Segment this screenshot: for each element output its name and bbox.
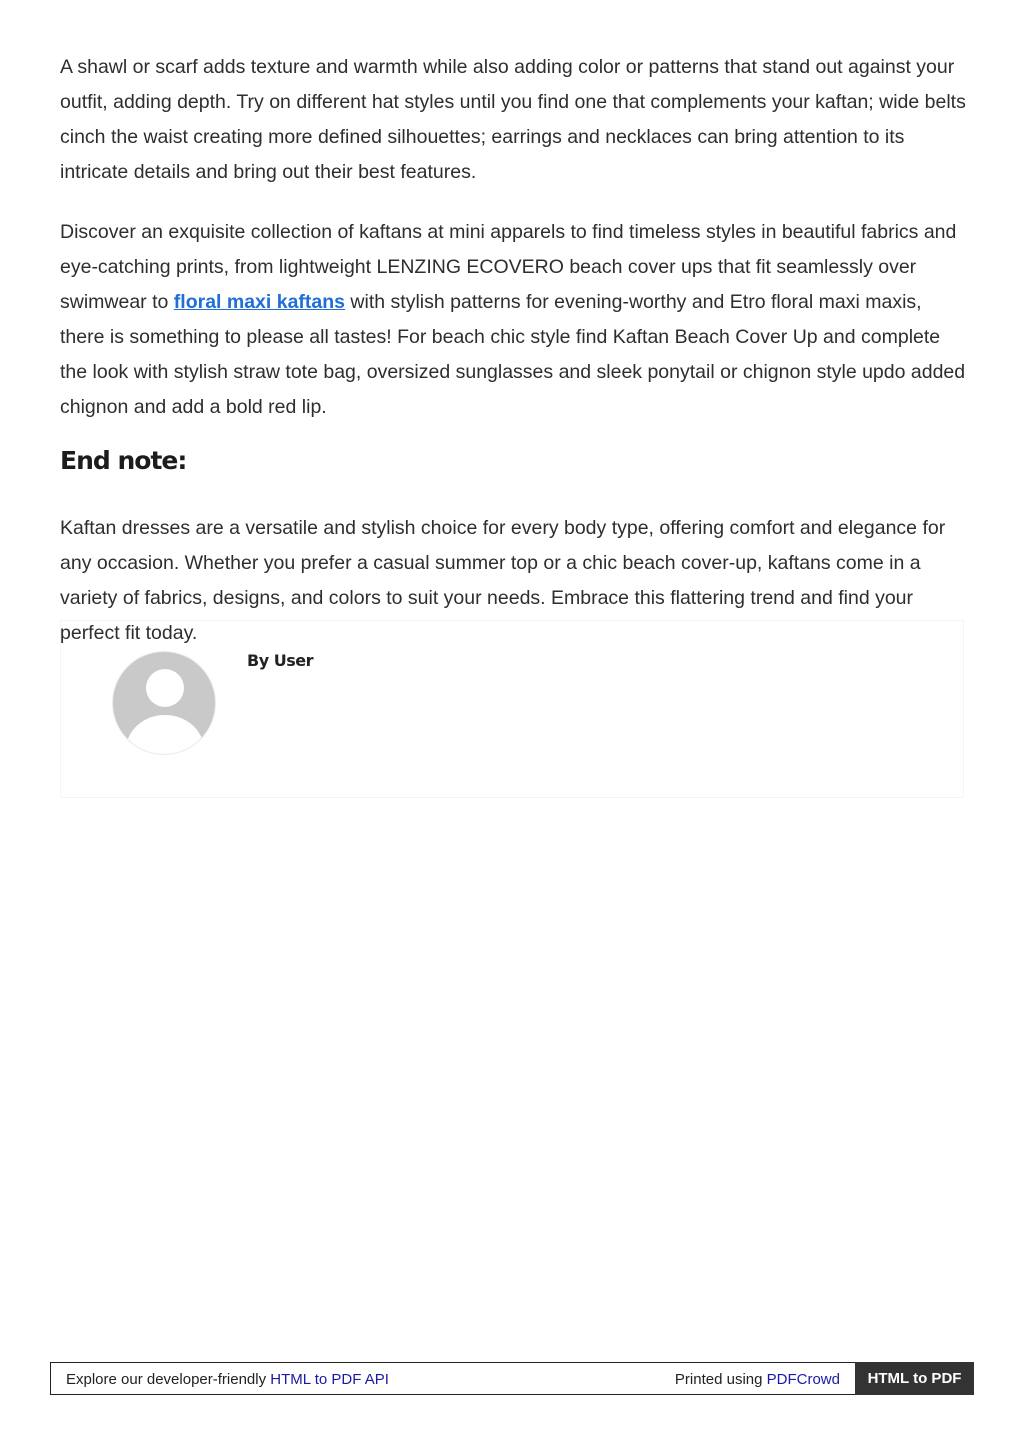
footer-left (66, 1371, 389, 1388)
paragraph-accessories: A shawl or scarf adds texture and warmth while also adding color or patterns that stand out against your outfit, adding depth. Try on different hat styles until you find one that complements your kaftan; wide belts cinch the waist creating more defined silhouettes; earrings and necklaces can bring attention to its intricate details and bring out their best features. (60, 56, 966, 183)
pdfcrowd-link[interactable]: PDFCrowd (766, 1371, 840, 1388)
article-body (60, 50, 970, 450)
pdf-footer-bar (50, 1362, 974, 1395)
end-note-heading: End note: (60, 446, 187, 475)
floral-maxi-kaftans-link[interactable]: floral maxi kaftans (173, 291, 346, 313)
paragraph-collection-text-2: with stylish patterns for evening-worthy and Etro floral maxi maxis, there is something to please all tastes! For beach chic style find Kaftan Beach Cover Up and complete the look with stylish straw tote bag, oversized sunglasses and sleek ponytail or chignon style updo added chignon and add a bold red lip. (60, 291, 966, 418)
paragraph-collection (60, 215, 970, 425)
avatar-shoulders-shape (126, 715, 204, 755)
paragraph-end-note: Kaftan dresses are a versatile and stylish choice for every body type, offering comfort and elegance for any occasion. Whether you prefer a casual summer top or a chic beach cover-up, kaftans come in a variety of fabrics, designs, and colors to suit your needs. Embrace this flattering trend and find your perfect fit today. (60, 517, 946, 644)
paragraph-collection-text-1: Discover an exquisite collection of kaftans at mini apparels to find timeless styles in beautiful fabrics and eye-catching prints, from lightweight LENZING ECOVERO beach cover ups that fit seamlessly over swimwear to (60, 221, 957, 313)
footer-left-text: Explore our developer-friendly (66, 1371, 271, 1388)
footer-right (675, 1371, 840, 1388)
author-box (60, 620, 964, 798)
html-to-pdf-badge[interactable]: HTML to PDF (855, 1362, 974, 1395)
avatar-head-shape (146, 669, 184, 707)
html-to-pdf-api-link[interactable]: HTML to PDF API (270, 1371, 389, 1388)
default-user-avatar-icon (112, 651, 216, 755)
author-byline: By User (247, 651, 313, 670)
footer-right-text: Printed using (674, 1371, 767, 1388)
